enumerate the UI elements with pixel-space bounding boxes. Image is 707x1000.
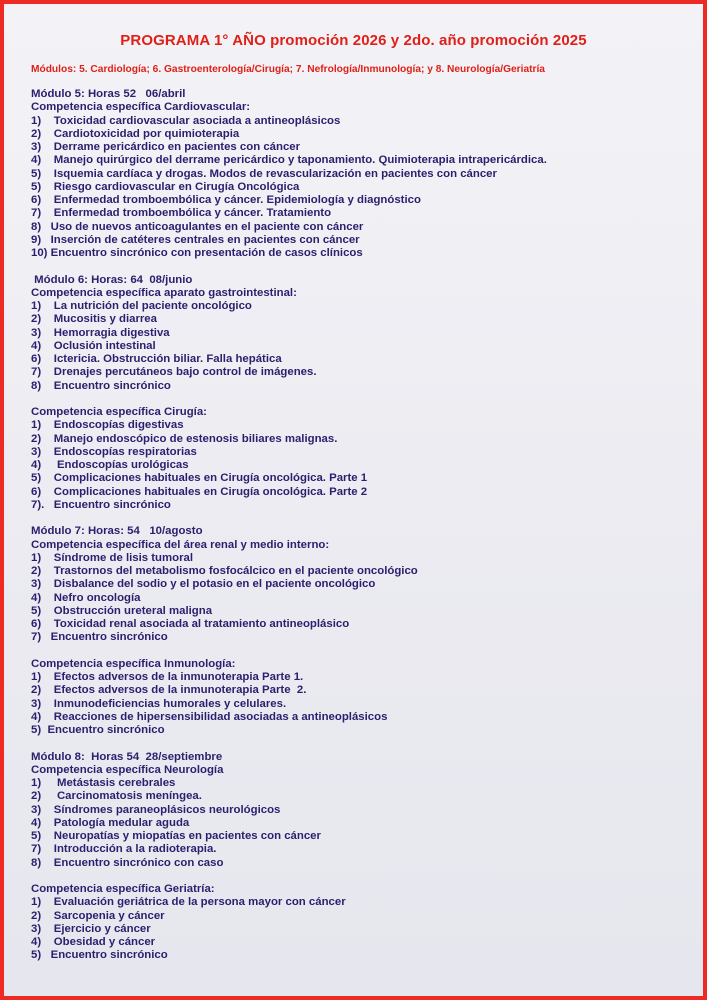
competency-heading: Competencia específica Inmunología: [31,657,236,670]
section-gap [31,512,693,525]
topic-item: 5) Encuentro sincrónico [31,949,168,962]
topic-item: 1) Endoscopías digestivas [31,419,184,432]
topic-item: 3) Derrame pericárdico en pacientes con cáncer [31,141,301,153]
topic-item: 2) Efectos adversos de la inmunoterapia Parte 2. [31,684,307,697]
topic-item: 4) Manejo quirúrgico del derrame pericárdico y taponamiento. Quimioterapia intrapericárdica. [31,154,547,167]
topic-item: 6) Ictericia. Obstrucción biliar. Falla hepática [31,353,282,365]
topic-item: 1) Evaluación geriátrica de la persona mayor con cáncer [31,896,346,909]
topic-item: 8) Encuentro sincrónico [31,379,171,392]
section-block [31,525,693,644]
section-gap [31,737,693,750]
section-block [31,658,693,738]
topic-item: 2) Cardiotoxicidad por quimioterapia [31,127,240,140]
topic-item: 1) La nutrición del paciente oncológico [31,300,252,312]
page-title: PROGRAMA 1° AÑO promoción 2026 y 2do. año promoción 2025 [120,32,587,49]
section-block [31,406,693,512]
topic-item: 4) Endoscopías urológicas [31,459,189,471]
module-heading: Módulo 5: Horas 52 06/abril [31,88,186,100]
section-block [31,88,693,260]
topic-item: 8) Uso de nuevos anticoagulantes en el paciente con cáncer [31,220,364,233]
topic-item: 1) Toxicidad cardiovascular asociada a antineoplásicos [31,114,341,127]
topic-item: 6) Toxicidad renal asociada al tratamiento antineoplásico [31,618,350,630]
section-block [31,274,693,393]
topic-item: 5) Isquemia cardíaca y drogas. Modos de revascularización en pacientes con cáncer [31,167,497,180]
topic-item: 7) Encuentro sincrónico [31,631,168,644]
module-heading: Módulo 6: Horas: 64 08/junio [31,273,193,286]
section-block [31,883,693,963]
section-gap [31,260,693,273]
topic-item: 3) Hemorragia digestiva [31,326,170,339]
topic-item: 7). Encuentro sincrónico [31,498,171,511]
topic-item: 1) Metástasis cerebrales [31,777,176,789]
topic-item: 2) Trastornos del metabolismo fosfocálcico en el paciente oncológico [31,565,418,577]
topic-item: 1) Efectos adversos de la inmunoterapia Parte 1. [31,671,304,683]
topic-item: 10) Encuentro sincrónico con presentación de casos clínicos [31,247,363,259]
module-heading: Módulo 8: Horas 54 28/septiembre [31,750,223,763]
topic-item: 3) Ejercicio y cáncer [31,922,151,935]
competency-heading: Competencia específica aparato gastrointestinal: [31,286,297,299]
topic-item: 8) Encuentro sincrónico con caso [31,856,224,869]
topic-item: 1) Síndrome de lisis tumoral [31,551,194,564]
section-gap [31,393,693,406]
topic-item: 2) Mucositis y diarrea [31,313,157,326]
competency-heading: Competencia específica Cardiovascular: [31,101,251,114]
topic-item: 4) Obesidad y cáncer [31,936,156,948]
topic-item: 5) Neuropatías y miopatías en pacientes con cáncer [31,830,321,842]
section-gap [31,645,693,658]
competency-heading: Competencia específica Cirugía: [31,406,207,418]
topic-item: 3) Síndromes paraneoplásicos neurológicos [31,803,281,816]
topic-item: 4) Reacciones de hipersensibilidad asociadas a antineoplásicos [31,710,388,723]
topic-item: 6) Complicaciones habituales en Cirugía oncológica. Parte 2 [31,485,368,498]
topic-item: 7) Drenajes percutáneos bajo control de imágenes. [31,366,317,379]
competency-heading: Competencia específica del área renal y medio interno: [31,538,330,551]
topic-item: 9) Inserción de catéteres centrales en pacientes con cáncer [31,233,360,246]
topic-item: 2) Sarcopenia y cáncer [31,909,165,922]
topic-item: 5) Complicaciones habituales en Cirugía oncológica. Parte 1 [31,472,368,485]
program-body [31,88,693,963]
topic-item: 6) Enfermedad tromboembólica y cáncer. Epidemiología y diagnóstico [31,194,421,206]
topic-item: 2) Carcinomatosis meníngea. [31,790,202,803]
topic-item: 3) Endoscopías respiratorias [31,445,197,458]
topic-item: 7) Introducción a la radioterapia. [31,843,217,856]
topic-item: 2) Manejo endoscópico de estenosis biliares malignas. [31,432,338,445]
topic-item: 4) Nefro oncología [31,591,141,604]
topic-item: 5) Obstrucción ureteral maligna [31,604,213,617]
module-heading: Módulo 7: Horas: 54 10/agosto [31,525,203,538]
competency-heading: Competencia específica Geriatría: [31,883,215,895]
topic-item: 3) Disbalance del sodio y el potasio en el paciente oncológico [31,578,376,591]
topic-item: 4) Patología medular aguda [31,816,190,829]
section-block [31,751,693,870]
topic-item: 3) Inmunodeficiencias humorales y celulares. [31,697,287,710]
section-gap [31,870,693,883]
topic-item: 5) Encuentro sincrónico [31,724,165,736]
topic-item: 5) Riesgo cardiovascular en Cirugía Oncológica [31,180,300,193]
modules-summary: Módulos: 5. Cardiología; 6. Gastroenterología/Cirugía; 7. Nefrología/Inmunología; y 8. Neurología/Geriatría [31,64,545,75]
competency-heading: Competencia específica Neurología [31,763,224,776]
topic-item: 7) Enfermedad tromboembólica y cáncer. Tratamiento [31,207,332,220]
topic-item: 4) Oclusión intestinal [31,339,156,352]
